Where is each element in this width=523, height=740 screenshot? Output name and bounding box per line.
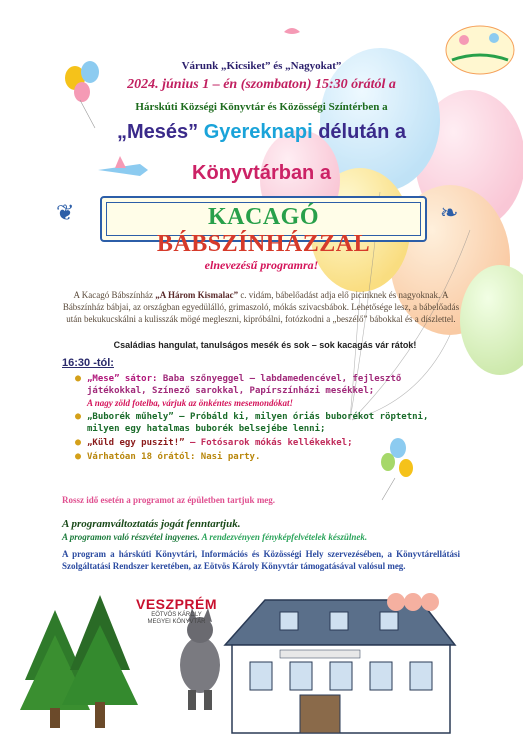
item-text: Baba szőnyeggel – labdamedencével, fejlesztő játékokkal, Színező sarokkal, Papírszínházi mesékkel; [87, 374, 402, 396]
bullet-icon: ● [75, 411, 82, 422]
free-entry-note [62, 532, 367, 542]
bad-weather-note: Rossz idő esetén a programot az épületben tartjuk meg. [62, 495, 276, 505]
item-text: – Fotósarok mókás kellékekkel; [184, 438, 353, 448]
afternoon-word: délután a [312, 121, 407, 143]
description-intro: A Kacagó Bábszínház [73, 290, 156, 300]
item-heading: „Buborék műhely” [87, 412, 174, 422]
list-item [75, 373, 455, 409]
bottom-illustration [0, 590, 523, 740]
free-entry-text: A programon való részvétel ingyenes. [62, 532, 202, 542]
item-note: A nagy zöld fotelba, várjuk az önkéntes mesemondókat! [87, 398, 294, 408]
childrens-day-word: Gyereknapi [203, 121, 313, 143]
logo-line2: MEGYEI KÖNYVTÁR [147, 619, 206, 625]
event-venue: Hárskúti Községi Könyvtár és Közösségi Színtérben a [135, 101, 388, 113]
program-list [75, 373, 455, 465]
veszprem-library-logo [136, 596, 217, 626]
start-time: 16:30 -tól: [62, 357, 114, 369]
library-line: Könyvtárban a [192, 162, 331, 184]
event-date: 2024. június 1 – én (szombaton) 15:30 órától a [127, 77, 396, 92]
fairy-word: „Mesés” [116, 121, 204, 143]
banner-title [102, 204, 425, 258]
fairy-tale-line [0, 121, 523, 144]
item-text: – Próbáld ki, milyen óriás buborékot röptetni, milyen egy hatalmas buborék belsejébe lenni; [87, 412, 429, 434]
bullet-icon: ● [75, 437, 82, 448]
organizer-paragraph: A program a hárskúti Könyvtári, Információs és Közösségi Hely szervezésében, a Könyvtárellátási Szolgáltatási Rendszer keretében, az Eötvös Károly Könyvtár támogatásával valósul meg. [62, 549, 460, 571]
library-building-icon [225, 600, 455, 733]
logo-city: VESZPRÉM [136, 596, 218, 612]
item-heading: Várhatóan 18 órától: [87, 452, 196, 462]
list-item [75, 451, 455, 463]
logo-line1: EÖTVÖS KÁROLY [151, 612, 202, 618]
invite-line: Várunk „Kicsiket” és „Nagyokat” [181, 60, 342, 72]
right-flourish-icon: ❧ [440, 200, 459, 225]
show-title: „A Három Kismalac” [155, 290, 239, 300]
family-atmosphere-line: Családias hangulat, tanulságos mesék és sok – sok kacagás vár rátok! [113, 340, 417, 350]
banner-title-part1: KACAGÓ [208, 204, 319, 230]
banner-title-part2: BÁBSZÍNHÁZZAL [156, 231, 371, 257]
item-text: Nasi party. [195, 452, 261, 462]
description-paragraph [62, 289, 460, 325]
subtitle: elnevezésű programra! [204, 258, 319, 272]
pine-trees-icon [20, 595, 138, 728]
item-heading: „Mese” sátor: [87, 374, 158, 384]
item-heading: „Küld egy puszit!” [87, 438, 185, 448]
list-item [75, 411, 455, 435]
list-item [75, 437, 455, 449]
photo-notice: A rendezvényen fényképfelvételek készülnek. [201, 532, 368, 542]
description-body: c. vidám, bábelőadást adja elő picinknek és nagyoknak. A Bábszínház bábjai, az országban egyedülálló, grimaszoló, mókás szivacsbábok. Lehetősége lesz, a bábelőadás után bekukucskálni a kulisszák mögé megleszni, kipróbálni, fotózkodni a „beszélő” bábokkal és a díszlettel. [62, 290, 460, 324]
left-flourish-icon: ❦ [56, 200, 75, 225]
three-pigs-icon [387, 593, 439, 611]
bullet-icon: ● [75, 451, 82, 462]
bullet-icon: ● [75, 373, 82, 384]
program-change-note: A programváltoztatás jogát fenntartjuk. [62, 518, 241, 530]
title-banner [100, 196, 427, 257]
